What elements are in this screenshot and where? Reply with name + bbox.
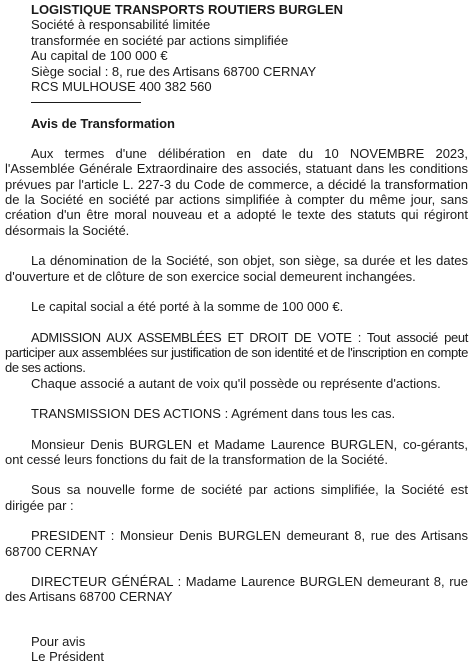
notice-paragraph-former-managers: Monsieur Denis BURGLEN et Madame Laurence BURGLEN, co-gérants, ont cessé leurs fonctions du fait de la transformation de la Société. [5, 436, 468, 467]
notice-title: Avis de Transformation [31, 116, 175, 132]
company-name: LOGISTIQUE TRANSPORTS ROUTIERS BURGLEN [31, 2, 344, 17]
notice-paragraph-admission: ADMISSION AUX ASSEMBLÉES ET DROIT DE VOTE : Tout associé peut participer aux assemblées sur justification de son identité et de l'inscription en compte de ses actions. [5, 329, 468, 376]
notice-paragraph-capital: Le capital social a été porté à la somme de 100 000 €. [31, 299, 344, 315]
notice-paragraph-deliberation: Aux termes d'une délibération en date du 10 NOVEMBRE 2023, l'Assemblée Générale Extraordinaire des associés, statuant dans les conditions prévues par l'article L. 227-3 du Code de commerce, a décidé la transformation de la Société en société par actions simplifiée à compter du même jour, sans création d'un être moral nouveau et a adopté le texte des statuts qui régiront désormais la Société. [5, 145, 468, 238]
signature-for-notice: Pour avis [31, 633, 86, 649]
legal-notice [5, 2, 468, 665]
header-divider [31, 94, 141, 103]
notice-paragraph-president: PRESIDENT : Monsieur Denis BURGLEN demeurant 8, rue des Artisans 68700 CERNAY [5, 528, 468, 559]
company-form: Société à responsabilité limitée [31, 17, 211, 33]
company-seat: Siège social : 8, rue des Artisans 68700 CERNAY [31, 63, 317, 79]
signature-title: Le Président [31, 649, 104, 665]
notice-paragraph-management: Sous sa nouvelle forme de société par actions simplifiée, la Société est dirigée par : [5, 482, 468, 513]
signature-block [5, 634, 468, 665]
notice-paragraph-denomination: La dénomination de la Société, son objet, son siège, sa durée et les dates d'ouverture et de clôture de son exercice social demeurent inchangées. [5, 253, 468, 284]
notice-paragraph-transfer: TRANSMISSION DES ACTIONS : Agrément dans tous les cas. [31, 406, 396, 422]
notice-paragraph-director-general: DIRECTEUR GÉNÉRAL : Madame Laurence BURGLEN demeurant 8, rue des Artisans 68700 CERNAY [5, 573, 468, 605]
notice-paragraph-voting: Chaque associé a autant de voix qu'il possède ou représente d'actions. [31, 375, 441, 391]
company-header [5, 2, 468, 103]
company-transformation-status: transformée en société par actions simplifiée [31, 32, 289, 48]
company-capital: Au capital de 100 000 € [31, 48, 168, 64]
company-rcs: RCS MULHOUSE 400 382 560 [31, 79, 212, 95]
